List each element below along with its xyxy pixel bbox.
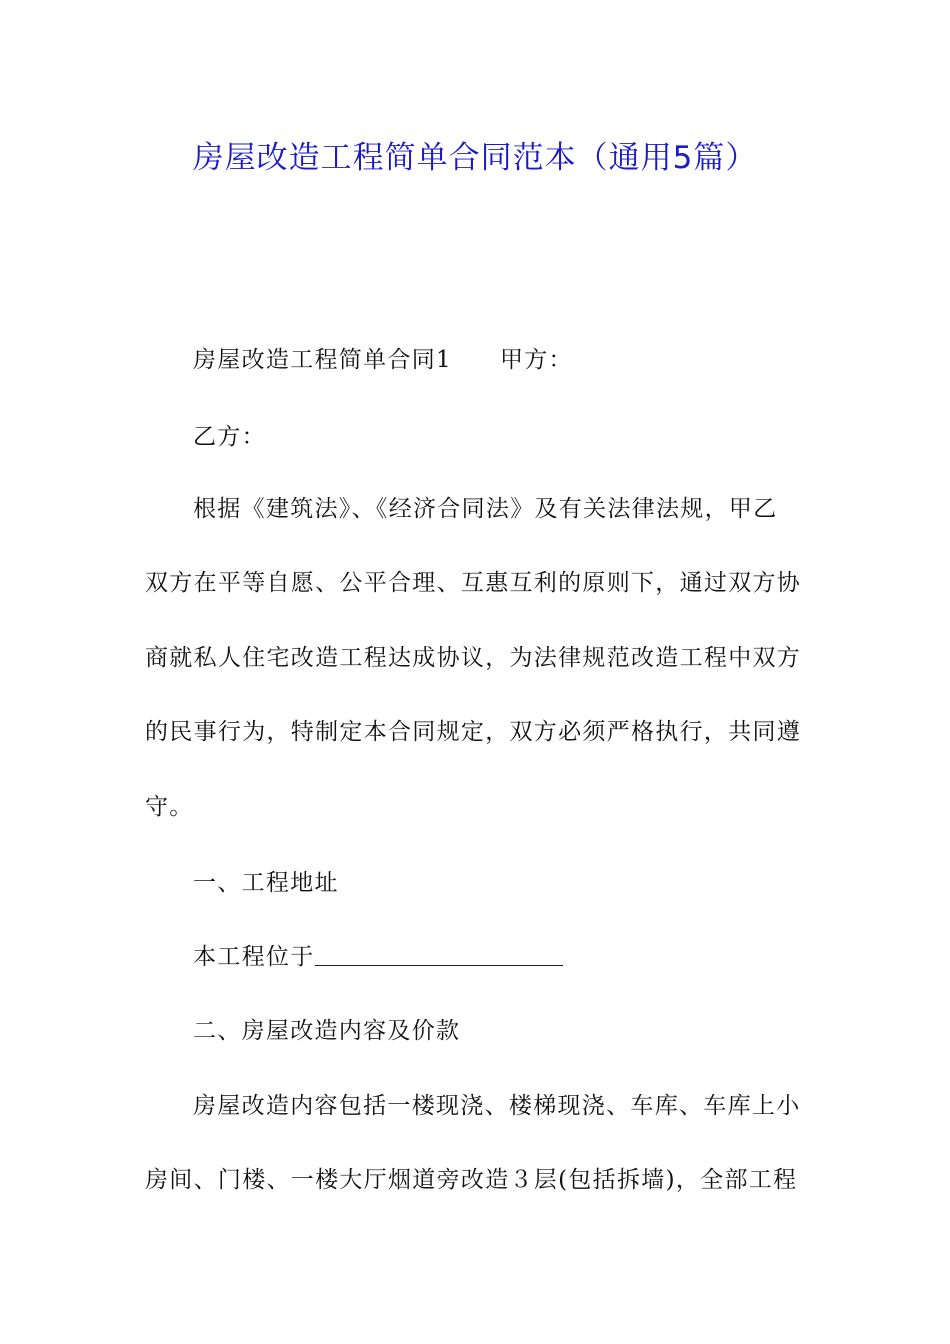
paragraph2-line: 房间、门楼、一楼大厅烟道旁改造３层(包括拆墙)，全部工程 [145,1167,798,1193]
party-a-label: 甲方： [499,347,573,373]
address-blank [315,943,563,966]
paragraph1-line: 根据《建筑法》、《经济合同法》及有关法律法规，甲乙 [193,496,778,522]
party-b-label: 乙方： [193,424,266,450]
paragraph1-line: 双方在平等自愿、公平合理、互惠互利的原则下，通过双方协 [145,570,802,596]
document-title: 房屋改造工程简单合同范本（通用5篇） [192,140,758,176]
paragraph1-line: 商就私人住宅改造工程达成协议，为法律规范改造工程中双方 [145,645,802,671]
address-label: 本工程位于 [193,944,315,970]
paragraph2-line: 房屋改造内容包括一楼现浇、楼梯现浇、车库、车库上小 [193,1093,801,1119]
paragraph1-line: 守。 [145,794,194,820]
contract-name: 房屋改造工程简单合同1 [193,347,452,373]
paragraph1-line: 的民事行为，特制定本合同规定，双方必须严格执行，共同遵 [145,719,802,745]
contract-heading-line [193,345,573,375]
address-line [193,942,563,972]
section1-heading: 一、工程地址 [193,870,339,896]
section2-heading: 二、房屋改造内容及价款 [193,1018,461,1044]
